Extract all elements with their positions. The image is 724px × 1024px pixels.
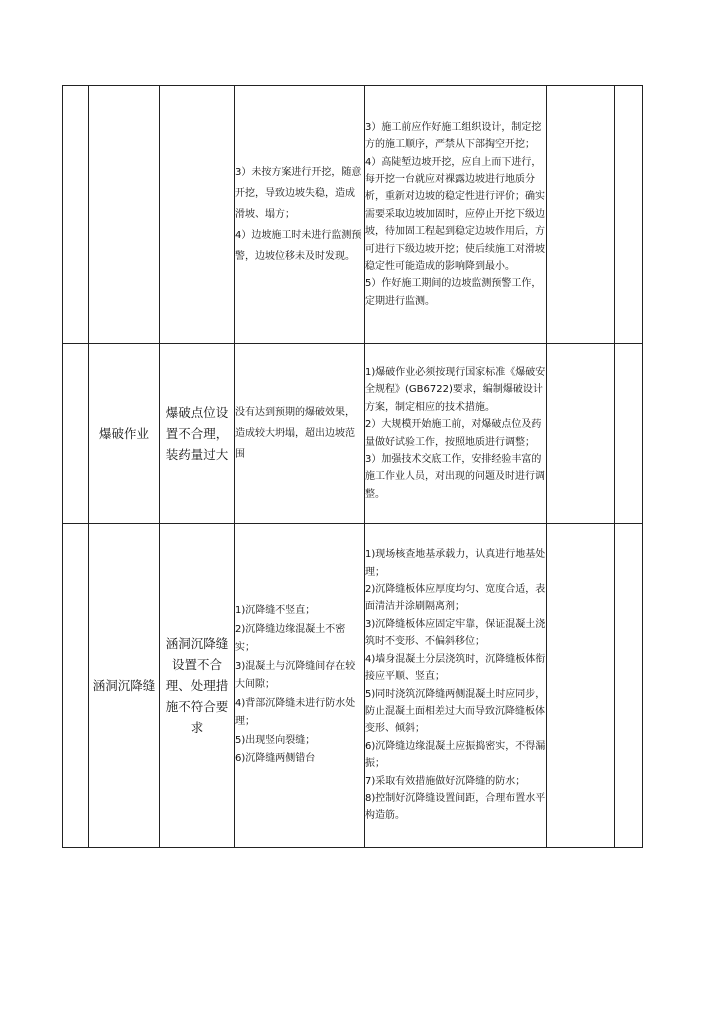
measure-item: 3)沉降缝板体应固定牢靠，保证混凝土浇筑时不变形、不偏斜移位； — [365, 618, 546, 648]
measure-item: 3）加强技术交底工作，安排经验丰富的施工作业人员，对出现的问题及时进行调整。 — [365, 453, 545, 500]
operation-cell: 涵洞沉降缝 — [89, 524, 160, 848]
cause-cell: 爆破点位设置不合理，装药量过大 — [160, 344, 235, 524]
measure-cell — [365, 344, 547, 524]
measure-item: 1)现场核查地基承载力，认真进行地基处理； — [365, 549, 546, 578]
index-cell — [63, 524, 89, 848]
consequence-item: 6)沉降缝两侧错台 — [235, 753, 316, 765]
empty-cell — [547, 344, 615, 524]
cause-cell — [160, 86, 235, 344]
consequence-item: 3)混凝土与沉降缝间存在较大间隙； — [235, 660, 356, 691]
consequence-item: 没有达到预期的爆破效果，造成较大坍塌，超出边坡范围 — [235, 407, 355, 460]
measure-item: 5)同时浇筑沉降缝两侧混凝土时应同步，防止混凝土面相差过大而导致沉降缝板体变形、倾斜； — [365, 688, 546, 735]
empty-cell — [615, 344, 643, 524]
cause-cell: 涵洞沉降缝设置不合理、处理措施不符合要求 — [160, 524, 235, 848]
measure-item: 8)控制好沉降缝设置间距，合理布置水平构造筋。 — [365, 792, 546, 822]
measure-item: 6)沉降缝边缘混凝土应振捣密实，不得漏振； — [365, 740, 546, 770]
measure-item: 1)爆破作业必须按现行国家标准《爆破安全规程》(GB6722)要求，编制爆破设计方案，制定相应的技术措施。 — [365, 366, 546, 413]
risk-table — [62, 85, 643, 848]
consequence-cell — [235, 86, 365, 344]
measure-item: 7)采取有效措施做好沉降缝的防水； — [365, 775, 526, 787]
table-row — [63, 344, 643, 524]
measure-item: 2)沉降缝板体应厚度均匀、宽度合适，表面清洁并涂刷隔离剂； — [365, 584, 546, 613]
empty-cell — [615, 524, 643, 848]
consequence-item: 2)沉降缝边缘混凝土不密实； — [235, 623, 346, 654]
consequence-item: 1)沉降缝不竖直； — [235, 605, 316, 617]
measure-item: 5）作好施工期间的边坡监测预警工作，定期进行监测。 — [365, 278, 542, 307]
measure-item: 3）施工前应作好施工组织设计，制定挖方的施工顺序，严禁从下部掏空开挖； — [365, 121, 542, 151]
consequence-cell — [235, 524, 365, 848]
consequence-cell — [235, 344, 365, 524]
measure-cell — [365, 86, 547, 344]
consequence-item: 5)出现竖向裂缝； — [235, 734, 316, 746]
consequence-item: 3）未按方案进行开挖，随意开挖，导致边坡失稳，造成滑坡、塌方； — [235, 167, 362, 220]
empty-cell — [547, 524, 615, 848]
table-row — [63, 86, 643, 344]
measure-item: 4）高陡堑边坡开挖，应自上而下进行，每开挖一台就应对裸露边坡进行地质分析，重新对边坡的稳定性进行评价；确实需要采取边坡加固时，应停止开挖下级边坡，待加固工程起到稳定边坡作用后，方可进行下级边坡开挖；使后续施工对滑坡稳定性可能造成的影响降到最小。 — [365, 156, 545, 273]
index-cell — [63, 86, 89, 344]
consequence-item: 4)背部沉降缝未进行防水处理； — [235, 697, 356, 728]
operation-cell — [89, 86, 160, 344]
operation-cell: 爆破作业 — [89, 344, 160, 524]
consequence-item: 4）边坡施工时未进行监测预警，边坡位移未及时发现。 — [235, 230, 362, 262]
measure-cell — [365, 524, 547, 848]
measure-item: 4)墙身混凝土分层浇筑时，沉降缝板体衔接应平顺、竖直； — [365, 653, 546, 683]
empty-cell — [547, 86, 615, 344]
measure-item: 2）大规模开始施工前，对爆破点位及药量做好试验工作，按照地质进行调整； — [365, 419, 542, 448]
table-row — [63, 524, 643, 848]
index-cell — [63, 344, 89, 524]
empty-cell — [615, 86, 643, 344]
